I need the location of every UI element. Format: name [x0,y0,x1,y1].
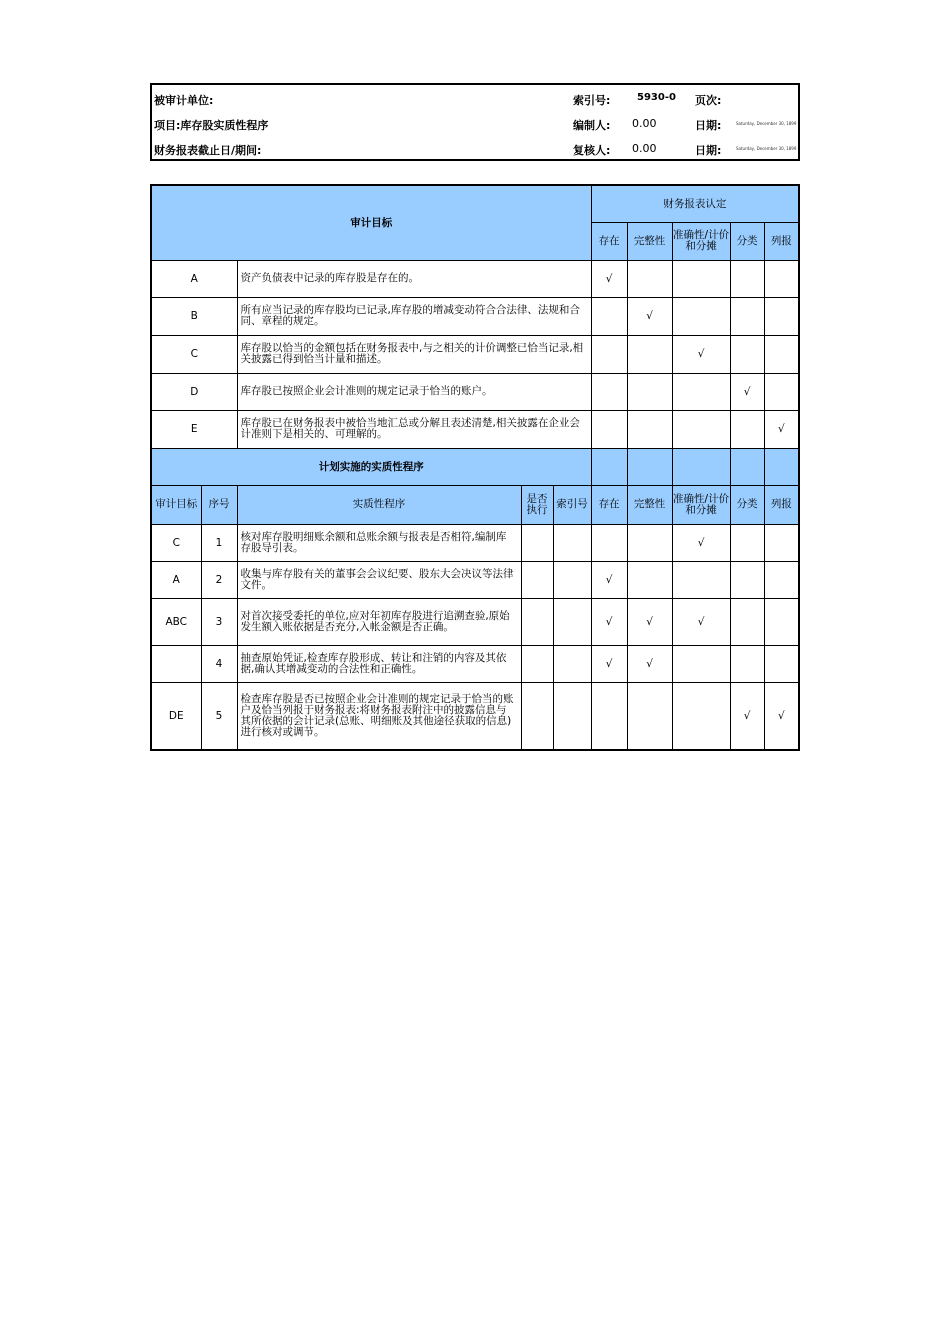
check-cell [730,260,764,297]
blank-header-cell [764,448,799,485]
proc-assertion-classification: 分类 [730,485,764,524]
performed-cell[interactable] [521,524,553,561]
index-cell[interactable] [553,682,591,750]
proc-assertion-completeness: 完整性 [627,485,672,524]
check-cell: √ [591,645,627,682]
check-cell [730,335,764,373]
objective-row [151,260,799,297]
check-cell [730,598,764,645]
check-cell [627,373,672,410]
performed-cell[interactable] [521,598,553,645]
objective-row [151,410,799,448]
check-cell [672,410,730,448]
procedure-objective: ABC [151,598,201,645]
check-cell: √ [764,410,799,448]
objective-code: E [151,410,237,448]
index-value: 5930-0 [637,92,676,103]
performed-cell[interactable] [521,682,553,750]
objective-text: 库存股已在财务报表中被恰当地汇总或分解且表述清楚,相关披露在企业会计准则下是相关的、可理解的。 [237,410,591,448]
check-cell: √ [672,335,730,373]
assertion-classification: 分类 [730,222,764,260]
check-cell [764,598,799,645]
objective-text: 库存股以恰当的金额包括在财务报表中,与之相关的计价调整已恰当记录,相关披露已得到恰当计量和描述。 [237,335,591,373]
assertion-presentation: 列报 [764,222,799,260]
procedure-objective: A [151,561,201,598]
check-cell [730,410,764,448]
check-cell [591,335,627,373]
blank-header-cell [672,448,730,485]
index-label: 索引号: [573,94,611,107]
blank-header-cell [591,448,627,485]
procedure-text: 抽查原始凭证,检查库存股形成、转让和注销的内容及其依据,确认其增减变动的合法性和正确性。 [237,645,521,682]
check-cell [730,645,764,682]
check-cell [627,524,672,561]
procedure-seq: 2 [201,561,237,598]
check-cell: √ [591,561,627,598]
check-cell [764,524,799,561]
objective-code: A [151,260,237,297]
objective-row [151,297,799,335]
check-cell [591,373,627,410]
check-cell [764,373,799,410]
reviewer-label: 复核人: [573,144,611,157]
check-cell [730,524,764,561]
period-label: 财务报表截止日/期间: [154,144,262,157]
procedure-objective: DE [151,682,201,750]
check-cell [591,524,627,561]
procedure-row [151,682,799,750]
objective-row [151,373,799,410]
check-cell: √ [730,682,764,750]
objective-code: C [151,335,237,373]
col-index: 索引号 [553,485,591,524]
proc-assertion-existence: 存在 [591,485,627,524]
check-cell [672,682,730,750]
objective-text: 库存股已按照企业会计准则的规定记录于恰当的账户。 [237,373,591,410]
index-cell[interactable] [553,561,591,598]
check-cell [627,561,672,598]
check-cell [672,260,730,297]
assertion-existence: 存在 [591,222,627,260]
blank-header-cell [627,448,672,485]
procedure-text: 收集与库存股有关的董事会会议纪要、股东大会决议等法律文件。 [237,561,521,598]
check-cell [627,410,672,448]
procedure-seq: 3 [201,598,237,645]
project-label: 项目:库存股实质性程序 [154,119,269,132]
proc-assertion-accuracy: 准确性/计价和分摊 [672,485,730,524]
objective-row [151,335,799,373]
objectives-title: 审计目标 [151,185,591,260]
check-cell [591,682,627,750]
check-cell [764,260,799,297]
preparer-value: 0.00 [632,117,657,130]
check-cell: √ [672,598,730,645]
reviewer-value: 0.00 [632,142,657,155]
check-cell [730,297,764,335]
date-label-preparer: 日期: [695,119,722,132]
index-cell[interactable] [553,524,591,561]
check-cell [764,561,799,598]
procedure-seq: 1 [201,524,237,561]
check-cell: √ [627,598,672,645]
check-cell: √ [591,260,627,297]
assertions-title: 财务报表认定 [591,185,799,222]
header-box [150,83,800,161]
check-cell: √ [730,373,764,410]
check-cell [591,410,627,448]
check-cell [627,260,672,297]
check-cell [764,335,799,373]
procedure-objective: C [151,524,201,561]
performed-cell[interactable] [521,645,553,682]
date-label-reviewer: 日期: [695,144,722,157]
index-cell[interactable] [553,645,591,682]
col-procedure: 实质性程序 [237,485,521,524]
date-value-preparer: Saturday, December 30, 1899 [736,121,797,126]
procedure-row [151,645,799,682]
page-label: 页次: [695,94,722,107]
proc-assertion-presentation: 列报 [764,485,799,524]
check-cell [672,561,730,598]
procedure-text: 核对库存股明细账余额和总账余额与报表是否相符,编制库存股导引表。 [237,524,521,561]
check-cell [730,561,764,598]
check-cell [764,297,799,335]
index-cell[interactable] [553,598,591,645]
check-cell: √ [591,598,627,645]
blank-header-cell [730,448,764,485]
procedure-row [151,561,799,598]
performed-cell[interactable] [521,561,553,598]
check-cell [627,682,672,750]
objective-code: D [151,373,237,410]
procedure-row [151,524,799,561]
procedures-title: 计划实施的实质性程序 [151,448,591,485]
check-cell [672,645,730,682]
check-cell [672,297,730,335]
objective-code: B [151,297,237,335]
check-cell: √ [764,682,799,750]
check-cell [672,373,730,410]
preparer-label: 编制人: [573,119,611,132]
check-cell: √ [672,524,730,561]
procedure-text: 对首次接受委托的单位,应对年初库存股进行追溯查验,原始发生额入账依据是否充分,入帐金额是否正确。 [237,598,521,645]
procedure-text: 检查库存股是否已按照企业会计准则的规定记录于恰当的账户及恰当列报于财务报表:将财务报表附注中的披露信息与其所依据的会计记录(总账、明细账及其他途径获取的信息)进行核对或调节。 [237,682,521,750]
audit-procedure-table [150,184,800,751]
check-cell: √ [627,297,672,335]
check-cell [591,297,627,335]
procedure-seq: 4 [201,645,237,682]
check-cell: √ [627,645,672,682]
procedure-objective [151,645,201,682]
procedure-seq: 5 [201,682,237,750]
objective-text: 资产负债表中记录的库存股是存在的。 [237,260,591,297]
procedure-row [151,598,799,645]
col-objective: 审计目标 [151,485,201,524]
assertion-accuracy: 准确性/计价和分摊 [672,222,730,260]
col-seq: 序号 [201,485,237,524]
assertion-completeness: 完整性 [627,222,672,260]
check-cell [627,335,672,373]
objective-text: 所有应当记录的库存股均已记录,库存股的增减变动符合合法律、法规和合同、章程的规定。 [237,297,591,335]
check-cell [764,645,799,682]
audited-unit-label: 被审计单位: [154,94,214,107]
col-performed: 是否执行 [521,485,553,524]
date-value-reviewer: Saturday, December 30, 1899 [736,146,797,151]
